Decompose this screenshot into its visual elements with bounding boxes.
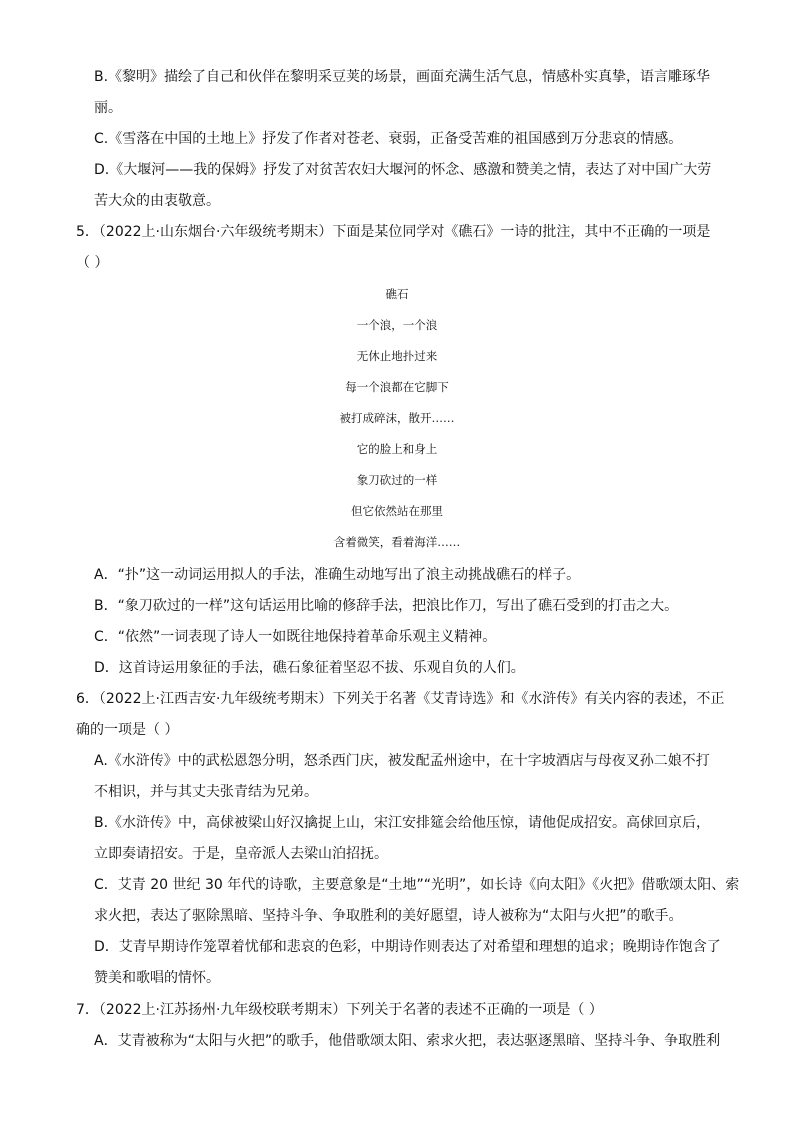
poem-line: 象刀砍过的一样 xyxy=(356,473,438,487)
q6-option-a-line1: A.《水浒传》中的武松恩怨分明，怒杀西门庆，被发配孟州途中，在十字坡酒店与母夜叉孙二娘不打 xyxy=(94,753,710,769)
poem-line: 它的脸上和身上 xyxy=(356,442,438,456)
q5-stem-line1: 5．（2022上·山东烟台·六年级统考期末）下面是某位同学对《礁石》一诗的批注，其中不正确的一项是 xyxy=(76,224,711,240)
q6-option-d-line2: 赞美和歌唱的情怀。 xyxy=(94,970,220,986)
q6-option-d-line1: D．艾青早期诗作笼罩着忧郁和悲哀的色彩，中期诗作则表达了对希望和理想的追求；晚期诗作饱含了 xyxy=(94,939,721,955)
poem-line: 但它依然站在那里 xyxy=(351,504,443,518)
q4-option-b-line1: B.《黎明》描绘了自己和伙伴在黎明采豆荚的场景，画面充满生活气息，情感朴实真挚，语言雕琢华 xyxy=(94,69,711,85)
poem-line: 无休止地扑过来 xyxy=(356,349,438,363)
q5-option-c: C．“依然”一词表现了诗人一如既往地保持着革命乐观主义精神。 xyxy=(94,629,497,645)
q6-option-a-line2: 不相识，并与其丈夫张青结为兄弟。 xyxy=(94,784,318,800)
q6-option-c-line2: 求火把，表达了驱除黑暗、坚持斗争、争取胜利的美好愿望，诗人被称为“太阳与火把”的歌手。 xyxy=(94,908,683,924)
q4-option-c: C.《雪落在中国的土地上》抒发了作者对苍老、衰弱，正备受苦难的祖国感到万分悲哀的情感。 xyxy=(94,131,683,147)
q6-stem-line2: 确的一项是（ ） xyxy=(76,722,179,738)
q7-option-a-line1: A．艾青被称为“太阳与火把”的歌手，他借歌颂太阳、索求火把，表达驱逐黑暗、坚持斗争、争取胜利 xyxy=(94,1033,721,1049)
poem-line: 含着微笑，看着海洋…… xyxy=(333,535,461,549)
q6-option-c-line1: C．艾青 20 世纪 30 年代的诗歌，主要意象是“土地”“光明”，如长诗《向太阳》《火把》借歌颂太阳、索 xyxy=(94,877,740,893)
q5-option-a: A．“扑”这一动词运用拟人的手法，准确生动地写出了浪主动挑战礁石的样子。 xyxy=(94,567,581,583)
poem-line: 一个浪，一个浪 xyxy=(356,318,438,332)
q4-option-d-line2: 苦大众的由衷敬意。 xyxy=(94,193,220,209)
q6-stem-line1: 6．（2022上·江西吉安·九年级统考期末）下列关于名著《艾青诗选》和《水浒传》有关内容的表述，不正 xyxy=(76,691,725,707)
q6-option-b-line2: 立即奏请招安。于是，皇帝派人去梁山泊招抚。 xyxy=(94,846,388,862)
q5-option-b: B．“象刀砍过的一样”这句话运用比喻的修辞手法，把浪比作刀，写出了礁石受到的打击之大。 xyxy=(94,598,679,614)
q7-stem: 7．（2022上·江苏扬州·九年级校联考期末）下列关于名著的表述不正确的一项是（ ） xyxy=(76,1002,603,1018)
q5-stem-line2: （ ） xyxy=(76,255,109,271)
poem-line: 被打成碎沫，散开…… xyxy=(339,411,455,425)
poem-title: 礁石 xyxy=(385,287,409,301)
q6-option-b-line1: B.《水浒传》中，高俅被梁山好汉擒捉上山，宋江安排筵会给他压惊，请他促成招安。高俅回京后， xyxy=(94,815,711,831)
q5-option-d: D．这首诗运用象征的手法，礁石象征着坚忍不拔、乐观自负的人们。 xyxy=(94,660,525,676)
poem-line: 每一个浪都在它脚下 xyxy=(345,380,449,394)
q4-option-d-line1: D.《大堰河——我的保姆》抒发了对贫苦农妇大堰河的怀念、感激和赞美之情，表达了对中国广大劳 xyxy=(94,162,712,178)
q4-option-b-line2: 丽。 xyxy=(94,100,122,116)
